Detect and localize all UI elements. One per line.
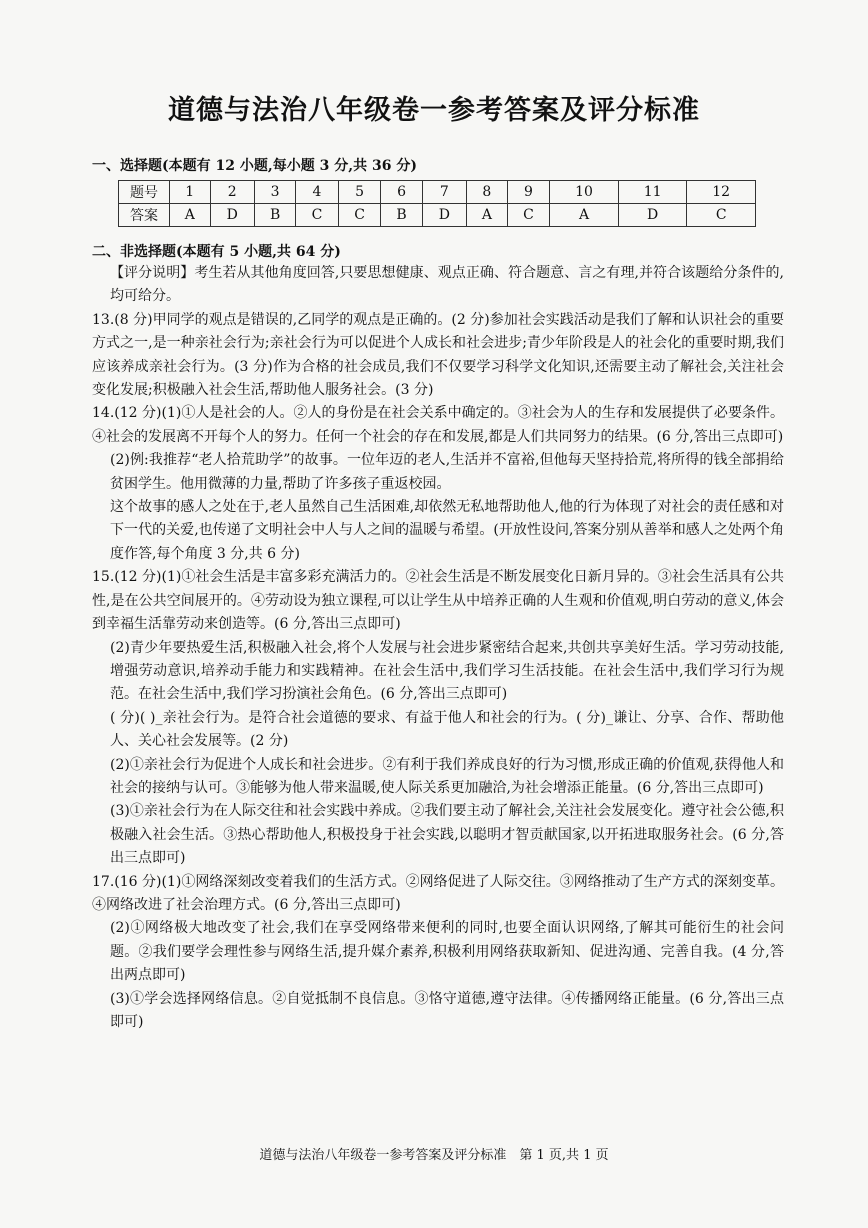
answer-cell: D [210,204,255,227]
answer-q14-part2-example: (2)例:我推荐“老人拾荒助学”的故事。一位年迈的老人,生活并不富裕,但他每天坚持拾荒,将所得的钱全部捐给贫困学生。他用微薄的力量,帮助了许多孩子重返校园。 [110,452,784,492]
question-number-cell: 11 [618,181,687,204]
answer-cell: D [422,204,467,227]
question-number-cell: 5 [338,181,381,204]
answer-q17-part2: (2)①网络极大地改变了社会,我们在享受网络带来便利的同时,也要全面认识网络,了解其可能衍生的社会问题。②我们要学会理性参与网络生活,提升媒介素养,积极利用网络获取新知、促进沟通、完善自我。(4 分,答出两点即可) [110,920,784,984]
answer-cell: C [507,204,550,227]
page-title: 道德与法治八年级卷一参考答案及评分标准 [168,95,700,126]
answer-q17-part3: (3)①学会选择网络信息。②自觉抵制不良信息。③恪守道德,遵守法律。④传播网络正能量。(6 分,答出三点即可) [110,990,784,1030]
answer-q16-part2: (2)①亲社会行为促进个人成长和社会进步。②有利于我们养成良好的行为习惯,形成正确的价值观,获得他人和社会的接纳与认可。③能够为他人带来温暖,使人际关系更加融洽,为社会增添正能量。(6 分,答出三点即可) [110,756,784,796]
answer-q15-part1: 15.(12 分)(1)①社会生活是丰富多彩充满活力的。②社会生活是不断发展变化日新月异的。③社会生活具有公共性,是在公共空间展开的。④劳动设为独立课程,可以让学生从中培养正确的人生观和价值观,明白劳动的意义,体会到幸福生活靠劳动来创造等。(6 分,答出三点即可) [92,569,784,633]
answer-q15-part2: (2)青少年要热爱生活,积极融入社会,将个人发展与社会进步紧密结合起来,共创共享美好生活。学习劳动技能,增强劳动意识,培养动手能力和实践精神。在社会生活中,我们学习生活技能。在社会生活中,我们学习行为规范。在社会生活中,我们学习扮演社会角色。(6 分,答出三点即可) [110,639,784,703]
answer-cell: A [170,204,211,227]
answer-q14-part2-analysis: 这个故事的感人之处在于,老人虽然自己生活困难,却依然无私地帮助他人,他的行为体现了对社会的责任感和对下一代的关爱,也传递了文明社会中人与人之间的温暖与希望。(开放性设问,答案分别从善举和感人之处两个角度作答,每个角度 3 分,共 6 分) [110,499,784,562]
row-label: 题号 [119,181,170,204]
answer-cell: B [255,204,296,227]
answer-q16-part3: (3)①亲社会行为在人际交往和社会实践中养成。②我们要主动了解社会,关注社会发展变化。遵守社会公德,积极融入社会生活。③热心帮助他人,积极投身于社会实践,以聪明才智贡献国家,以开拓进取服务社会。(6 分,答出三点即可) [110,803,784,867]
answer-body [92,262,784,1034]
answer-cell: A [550,204,619,227]
answer-cell: A [467,204,508,227]
answer-q16-part1: ( 分)( )_亲社会行为。是符合社会道德的要求、有益于他人和社会的行为。( 分)_谦让、分享、合作、帮助他人、关心社会发展等。(2 分) [110,709,784,750]
section-heading-choice: 一、选择题(本题有 12 小题,每小题 3 分,共 36 分) [92,158,417,174]
question-number-cell: 6 [381,181,422,204]
answer-q17-part1: 17.(16 分)(1)①网络深刻改变着我们的生活方式。②网络促进了人际交往。③网络推动了生产方式的深刻变革。④网络改进了社会治理方式。(6 分,答出三点即可) [92,873,784,913]
answer-cell: B [381,204,422,227]
answer-cell: C [687,204,756,227]
answer-q14-part1: 14.(12 分)(1)①人是社会的人。②人的身份是在社会关系中确定的。③社会为人的生存和发展提供了必要条件。④社会的发展离不开每个人的努力。任何一个社会的存在和发展,都是人们共同努力的结果。(6 分,答出三点即可) [92,405,784,445]
answer-cell: C [296,204,339,227]
answer-table [118,180,756,227]
section-heading-nonchoice: 二、非选择题(本题有 5 小题,共 64 分) [92,244,341,260]
scoring-note: 【评分说明】考生若从其他角度回答,只要思想健康、观点正确、符合题意、言之有理,并符合该题给分条件的,均可给分。 [110,265,784,305]
question-number-cell: 1 [170,181,211,204]
question-number-cell: 10 [550,181,619,204]
question-number-row [119,181,756,204]
answer-cell: D [618,204,687,227]
question-number-cell: 7 [422,181,467,204]
question-number-cell: 3 [255,181,296,204]
question-number-cell: 2 [210,181,255,204]
answer-cell: C [338,204,381,227]
page-footer: 道德与法治八年级卷一参考答案及评分标准 第 1 页,共 1 页 [259,1148,609,1163]
question-number-cell: 9 [507,181,550,204]
answer-row [119,204,756,227]
question-number-cell: 8 [467,181,508,204]
question-number-cell: 4 [296,181,339,204]
question-number-cell: 12 [687,181,756,204]
answer-q13: 13.(8 分)甲同学的观点是错误的,乙同学的观点是正确的。(2 分)参加社会实践活动是我们了解和认识社会的重要方式之一,是一种亲社会行为;亲社会行为可以促进个人成长和社会进步;青少年阶段是人的社会化的重要时期,我们应该养成亲社会行为。(3 分)作为合格的社会成员,我们不仅要学习科学文化知识,还需要主动了解社会,关注社会变化发展;积极融入社会生活,帮助他人服务社会。(3 分) [92,311,784,399]
row-label: 答案 [119,204,170,227]
